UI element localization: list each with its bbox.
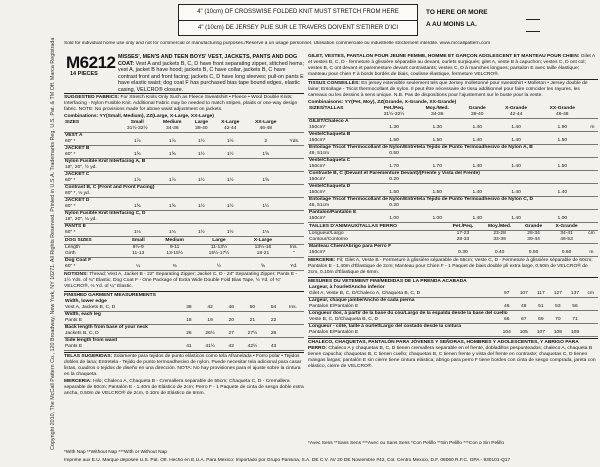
- measurement-value: 41: [181, 344, 198, 351]
- measurement-label: Longueur - côté, taille à ourlet/Largo del costado desde la cintura: [309, 324, 461, 329]
- measurement-value: 107: [532, 330, 549, 337]
- yardage-value: 2: [247, 139, 285, 146]
- measurement-value: 54: [265, 305, 282, 312]
- yardage-value: 1.40: [494, 190, 537, 197]
- measurement-value: 127: [549, 291, 566, 298]
- measurement-label: Veste B, C, D/Chaqueta B, C, D: [308, 317, 498, 324]
- yardage-value: 1⅝: [156, 152, 189, 159]
- measurement-value: 50: [240, 305, 266, 312]
- au-moins-text: A AU MOINS LA.: [426, 21, 477, 28]
- yardage-value: 1⅛: [156, 230, 189, 237]
- yardage-value: 1.40: [460, 125, 494, 132]
- yardage-value: 1.00: [538, 216, 587, 223]
- garment-label: JACKET C: [65, 172, 90, 177]
- yardage-row: [64, 230, 304, 237]
- yardage-value: 1⅝: [156, 204, 189, 211]
- yardage-value: 1⅞: [119, 178, 156, 185]
- measurement-label: Pantalon E/Pantalón E: [308, 330, 498, 337]
- import-notice: Imprimé aux E.U. Marque déposée U.S. Pat. Off. Hecho en E.U.A. Para México: Importado por Grupo Parisina, S.A. DE C.V. AV 20 DE Noviembre #42, Col. Centro Mexico, D.F. 08060 R.F.C. GPA - 930101-Q17: [64, 458, 511, 463]
- measurement-value: 107: [515, 291, 532, 298]
- measurement-value: 53: [549, 304, 566, 311]
- garment-label: Contraste B, C (Devant et Parementure Devant)/(Frente y Vista del Frente): [309, 171, 480, 176]
- measurement-value: 109: [566, 330, 583, 337]
- measurement-unit: [282, 344, 304, 351]
- measurement-value: 28: [265, 331, 282, 338]
- tissus-conseilles: TISSUS CONSEILLÉS: En jersey extensible seulement tels que Jersey molletonné pour sweatshirt • Molleton • Jersey double de laine; Entoilage - Tricot thermocollant de nylon. Il peut être nécessaire de tissu additionnel pour faire coïncider les rayures, les carreaux ou les dessins à sens unique. N.B. Pas de dispositions pour l'ajustement sur le buste pour la veste.: [308, 81, 588, 98]
- garment-label: Veste/Chaqueta D: [309, 184, 351, 189]
- merceria: MERCERIA: Hilo; Chaleco A, Chaqueta B - Cremallera separable de 55cm; Chaqueta C, D - Cremallera separable de 60cm; Pantalón E - 1.40m de Elástico de 2cm; Perro F - 1 Paquete de cinta de sesgo doble extra ancha, 0.50m de VELCRO® de 2cm, 0.10m de Elástico de 6mm.: [64, 379, 304, 396]
- measurement-label: Jackets B, C, D: [64, 331, 181, 338]
- yardage-value: 1⅝: [119, 152, 156, 159]
- stretch-text-en: 4" (10cm) OF CROSSWISE FOLDED KNIT MUST STRETCH FROM HERE: [197, 9, 399, 15]
- measurement-value: 117: [532, 291, 549, 298]
- fabric-width: 150cm*: [308, 125, 374, 132]
- measurement-label: Width, each leg: [65, 312, 101, 317]
- measurement-value: 56: [566, 304, 583, 311]
- yardage-unit: [285, 230, 304, 237]
- finished-measurements-table: [64, 299, 304, 351]
- measurement-value: 38: [181, 305, 198, 312]
- yardage-value: 1.70: [374, 164, 415, 171]
- pattern-desc: Vest A and jackets B, C, D have front separating zipper, stitched hems; vest A, jacket B have hood; jackets B, C have collar, jackets B, C have contrast front and front facing; jackets C, D have long sleeves; pull-on pants E have elastic waist; dog coat F has purchased bias tape bound edges, elastic casing, VELCRO® closure.: [118, 60, 304, 93]
- measurement-value: 42: [223, 344, 240, 351]
- measurement-value: 51: [532, 304, 549, 311]
- combinaisons: Combinaisons: YY(Pet, Moy), ZZ(Grande, X-Grande, XX-Grande): [308, 100, 457, 105]
- measurement-label: Vest A, Jackets B, C, D: [64, 305, 181, 312]
- measurement-value: 104: [498, 330, 515, 337]
- telas-sugeridas: TELAS SUGERIDAS: Solamente para tejidos de punto elásticos como tela Afranelada • Forro polar • Tejidos dobles de lana; Entretela - Tejido de punto termoadhesivo de nylon. Puede necesitar tela adicional para casar listas, cuadros o tejidos de diseño en una dirección. NOTA: No hay provisiones para el ajuste sobre la cintura en la chaqueta.: [64, 354, 302, 377]
- french-description: GILET, VESTES, PANTALON POUR JEUNE FEMME, HOMME ET GARÇON ADOLESCENT ET MANTEAU POUR CHIEN: Gilet A et vestes B, C, D - fermeture à glissière séparable au devant, ourlets surpiqués; gilet A, veste B à capuchon; vestes C, D ont col; vestes B, C ont devant et parementure devant contrastants; vestes C, D à manches longues; pantalon E avec taille élastique; manteau pour chien F à bords bordés de biais, coulisse élastique, fermeture VELCRO®.: [308, 54, 595, 77]
- yardage-value: 1.50: [374, 138, 415, 145]
- measurement-label: Largeur, à l'ourlet/Ancho inferior: [309, 285, 385, 290]
- yardage-value: 1.50: [538, 164, 587, 171]
- measurement-label: Gilet A, Veste B, C, D/Chaleco A, Chaqueta B, C, D: [308, 291, 498, 298]
- yardage-value: 1½: [189, 204, 214, 211]
- yardage-value: 1.50: [414, 190, 460, 197]
- yardage-value: 1.40: [494, 216, 537, 223]
- measurement-row: [64, 344, 304, 351]
- measurement-value: 26: [181, 331, 198, 338]
- fabric-width: 18", 20", ⅛ yd.: [64, 217, 119, 224]
- metrage-table: SIZES/TALLAS Pet./Peq. Moy./Med. Grande X-Grande XX-Grande 31½-32½ 34-36 38-40 42-44 46-48 GILET/Chaleco A 150cm* 1.30 1.30 1.40 1.40 1.90 m Veste/Chaqueta B 150cm* 1.50 1.50 1.40 1.40 1.50 Entoilage Tricot Thermocollant de Nylon/Entretela Tejido de Punto Termoadhesivo de Nylon A, B 46, 51cm 0.50 Veste/Chaqueta C 150cm* 1.70 1.70 1.40 1.40 1.50 Contraste B, C (Devant et Parementure Devant)/(Frente y Vista del Frente) 150cm* 0.20 Veste/Chaqueta D 150cm* 1.50 1.50 1.40 1.40 1.40 Entoilage Tricot Thermocollant de Nylon/Entretela Tejido de Punto Termoadhesivo de Nylon C, D 46, 51cm 0.20 Pantalon/Pantalón E 150cm* 1.00 1.00 1.40 1.40 1.00: [308, 106, 598, 223]
- garment-label: Entoilage Tricot Thermocollant de Nylon/Entretela Tejido de Punto Termoadhesivo de Nylon C, D: [309, 197, 534, 202]
- yardage-value: 1.70: [414, 164, 460, 171]
- yardage-value: 0.20: [374, 203, 415, 210]
- yardage-value: 0.20: [374, 177, 415, 184]
- measurement-value: 21: [240, 318, 266, 325]
- combinations: Combinations: YY(Small, Medium), ZZ(Large, X-Large, XX-Large): [64, 114, 214, 119]
- measurement-value: 69: [532, 317, 549, 324]
- garment-label: JACKET D: [65, 198, 90, 203]
- english-column: [64, 92, 304, 398]
- yardage-value: 1½: [189, 152, 214, 159]
- garment-label: Pantalon/Pantalón E: [309, 210, 357, 215]
- measurement-value: 105: [515, 330, 532, 337]
- yardage-value: 1.50: [538, 138, 587, 145]
- fabric-width: 60" *: [64, 204, 119, 211]
- measurement-value: 26½: [197, 331, 223, 338]
- yardage-value: 1½: [214, 230, 247, 237]
- yardage-value: 1.40: [538, 190, 587, 197]
- nap-legend-en: *With Nap **Without Nap ***With or Without Nap: [64, 450, 167, 455]
- stretch-target: [426, 7, 556, 43]
- to-here-text: TO HERE OR MORE: [426, 9, 488, 16]
- measurement-value: 19: [197, 318, 223, 325]
- fabric-width: 46, 51cm: [308, 151, 374, 158]
- fabric-width: 150cm*: [308, 190, 374, 197]
- measurement-unit: Ins.: [282, 305, 304, 312]
- suggested-fabrics: SUGGESTED FABRICS: For Stretch Knits Only Such as Fleece Sweatshirt • Fleece • Wool Double Knits; Interfacing - Nylon Fusible Knit. Additional Fabric may be needed to match stripes, plaids or one-way design fabric. NOTE: No provisions made for above waist adjustment on jackets.: [64, 95, 298, 112]
- fabric-width: 150cm*: [308, 177, 374, 184]
- measurement-value: 108: [549, 330, 566, 337]
- yardage-value: 1½: [214, 178, 247, 185]
- garment-label: Entoilage Tricot Thermocollant de Nylon/Entretela Tejido de Punto Termoadhesivo de Nylon A, B: [309, 145, 533, 150]
- yardage-value: 1⅝: [247, 152, 285, 159]
- measurement-label: Width, lower edge: [65, 299, 107, 304]
- yardage-table: SIZES Small Medium Large X-Large XX-Large 31½-32½ 34-36 38-40 42-44 46-48 VEST A 60" * 1⅞ 1⅞ 1½ 1½ 2 Yds. JACKET B 60" * 1⅝ 1⅝ 1½ 1½ 1⅝ Nylon Fusible Knit Interfacing A, B 18", 20", ½ yd. JACKET C 60" * 1⅞ 1⅞ 1½ 1½ 1⅝ Contrast B, C (Front and Front Facing) 60" *, ⅛ yd. JACKET D 60" * 1⅝ 1⅝ 1½ 1½ 1½ Nylon Fusible Knit Interfacing C, D 18", 20", ⅛ yd. PANTS E 60" * 1⅛ 1⅛ 1½ 1½ 1⅛: [64, 120, 304, 237]
- yardage-value: 1.30: [374, 125, 415, 132]
- pattern-title: MISSES', MEN'S AND TEEN BOYS' VEST, JACKETS, PANTS AND DOG COAT:: [118, 54, 298, 67]
- fabric-width: 46, 51cm: [308, 203, 374, 210]
- yardage-value: 1.40: [460, 164, 494, 171]
- stretch-tick-mark: [526, 19, 540, 20]
- finished-measurements-heading: FINISHED GARMENT MEASUREMENTS: [64, 293, 156, 298]
- french-column: [308, 53, 598, 371]
- yardage-unit: [587, 216, 598, 223]
- dog-sizes-table: TAILLES D'ANIMAUX/TALLAS PERRO Pet./Peq. Moy./Med. Grande X-Grande Longueur/Largo 17-23 23-28 28-34 34-41 cm Contour/Contorno 28-33 33-39 39-44 46-53 Manteau Chien/Abrigo para Perro F 150cm* 0.30 0.40 0.50 0.60 m: [308, 224, 598, 257]
- measurement-value: 43: [265, 344, 282, 351]
- measurement-label: Pants E: [64, 344, 181, 351]
- measurement-value: 20: [223, 318, 240, 325]
- mercerie: MERCERIE: Fil; Gilet A, Veste B - Fermeture à glissière séparable de 55cm; Veste C, D - Fermeture à glissière séparable de 60cm; Pantalon E - 1.40m d'Élastique de 2cm; Manteau pour Chien F - 1 Paquet de biais double pli extra large, 0.50m de VELCRO® de 2cm, 0.10m d'Élastique de 6mm.: [308, 258, 593, 275]
- yardage-value: 1.40: [494, 164, 537, 171]
- fabric-width: 60" *: [64, 230, 119, 237]
- chaleco-description: CHALECO, CHAQUETAS, PANTALÓN PARA JÓVENES Y SEÑORAS, HOMBRES Y ADOLESCENTES, Y ABRIGO PARA PERRO: Chaleco A y chaquetas B, C, D tienen cremallera separable en el frente, dobladillos pespunteados; chaleco A, chaqueta B tienen capucha; chaquetas B, C tienen cuello; chaquetas B, C tienen frente y vista del frente en contraste; chaquetas C, D tienen mangas largas; pantalón E sin cierre tiene cintura elástica; abrigo para perro F tiene bordes con cinta de sesgo comprada, jareta con elástico, cierre de VELCRO®.: [308, 340, 596, 369]
- yardage-row: [308, 216, 598, 223]
- yardage-value: 1⅛: [247, 230, 285, 237]
- yardage-value: 1⅝: [247, 178, 285, 185]
- measurement-label: Pants E: [64, 318, 181, 325]
- usage-notice: Sold for individual home use only and not for commercial or manufacturing purposes./Réservé à un usage personnel. Utilisation commerciale ou industrielle strictement interdite. www.mccallpattern.com: [64, 41, 491, 46]
- measurement-unit: cm: [584, 291, 599, 298]
- nap-legend-fr-es: *Avec Sens **Sans Sens ***Avec ou Sans Sens *Con Pelillo **Sin Pelillo ***Con o Sin Pelillo: [308, 441, 505, 446]
- measurement-value: 27: [223, 331, 240, 338]
- yardage-value: 1⅛: [119, 230, 156, 237]
- measurement-value: 41½: [197, 344, 223, 351]
- pattern-description: [118, 54, 304, 94]
- yardage-value: 1.50: [374, 190, 415, 197]
- garment-label: PANTS E: [65, 224, 86, 229]
- garment-label: Veste/Chaqueta C: [309, 158, 351, 163]
- measurement-value: 42: [197, 305, 223, 312]
- sizes-label: SIZES: [65, 120, 80, 125]
- fabric-width: 18", 20", ½ yd.: [64, 165, 119, 172]
- copyright-sidebar: [0, 37, 64, 456]
- measurement-label: Largeur, chaque jambe/Ancho de cada pierna: [309, 298, 415, 303]
- measurement-value: 27½: [240, 331, 266, 338]
- garment-label: Contrast B, C (Front and Front Facing): [65, 185, 155, 190]
- measurement-row: [308, 330, 598, 337]
- measurement-value: 97: [498, 291, 515, 298]
- yardage-value: 1⅞: [156, 178, 189, 185]
- fabric-width: 60" *: [64, 139, 119, 146]
- measurement-label: Longueur dos, à partir de la base du cou/Largo de la espalda desde la base del cuello: [309, 311, 508, 316]
- yardage-value: 1.40: [460, 216, 494, 223]
- notions: NOTIONS: Thread; Vest A, Jacket B - 22" Separating Zipper; Jacket C, D - 24" Separating Zipper; Pants E - 1½ Yds. of ¾" Elastic; Dog Coat F - One Package of Extra Wide Double Fold Bias Tape, ½ Yd. of ¾" VELCRO®, ⅛ Yd. of ¼" Elastic.: [64, 272, 298, 289]
- fabric-width: 60" *: [64, 152, 119, 159]
- piece-count: 14 PIECES: [70, 71, 98, 77]
- yardage-value: 1.50: [414, 138, 460, 145]
- yardage-unit: m: [587, 125, 598, 132]
- measurement-unit: [584, 330, 599, 337]
- yardage-value: 1.40: [494, 138, 537, 145]
- yardage-value: 1.00: [374, 216, 415, 223]
- garment-label: JACKET B: [65, 146, 90, 151]
- yardage-value: 1.90: [538, 125, 587, 132]
- measurement-value: 48: [515, 304, 532, 311]
- fabric-width: 150cm*: [308, 138, 374, 145]
- yardage-value: 1.40: [460, 190, 494, 197]
- stretch-tick-mark: [526, 31, 540, 32]
- garment-label: Veste/Chaqueta B: [309, 132, 351, 137]
- yardage-value: 1.30: [414, 125, 460, 132]
- mesures-table: [308, 285, 598, 337]
- measurement-label: Pantalon E/Pantalón E: [308, 304, 498, 311]
- fabric-width: 60" *, ⅛ yd.: [64, 191, 119, 198]
- yardage-value: 1½: [214, 139, 247, 146]
- measurement-value: 46: [223, 305, 240, 312]
- measurement-value: 22: [265, 318, 282, 325]
- copyright-text: Copyright 2010, The McCall Pattern Co., 120 Broadway, New York, NY 10271. All Rights Reserved. Printed in U.S.A. Trademarks Reg. U.S. Pat. & TM Off. Marca Registrada: [50, 37, 56, 450]
- fabric-width: 150cm*: [308, 216, 374, 223]
- pattern-number: M6212: [66, 53, 116, 72]
- garment-label: Nylon Fusible Knit Interfacing A, B: [65, 159, 146, 164]
- measurement-value: 71: [566, 317, 583, 324]
- fabric-width: 150cm*: [308, 164, 374, 171]
- yardage-value: 1.00: [414, 216, 460, 223]
- stretch-gauge: [178, 4, 418, 36]
- measurement-label: Side length from waist: [65, 338, 118, 343]
- yardage-value: 1½: [189, 139, 214, 146]
- yardage-value: 1⅝: [119, 204, 156, 211]
- measurement-value: 42½: [240, 344, 266, 351]
- yardage-value: 1⅞: [119, 139, 156, 146]
- sizes-tallas-label: SIZES/TALLAS: [309, 106, 344, 111]
- yardage-value: 1½: [189, 230, 214, 237]
- yardage-value: 1½: [214, 152, 247, 159]
- yardage-value: 1½: [214, 204, 247, 211]
- dog-coat-table: DOG SIZES Small Medium Large X-Large Length 6½-9 9-11 11-13½ 13½-16 Ins. Girth 11-13 13-15½ 15½-17½ 18-21 " Dog Coat F 60" * ¼ ⅜ ½ ⅝ Yd.: [64, 238, 304, 271]
- measurement-value: 18: [181, 318, 198, 325]
- yardage-value: 1.40: [460, 138, 494, 145]
- stretch-text-fr: 4" (10cm) DE JERSEY PLIE SUR LE TRAVERS DOIVENT S'ETIRER D'ICI: [179, 20, 417, 36]
- measurement-value: 66: [498, 317, 515, 324]
- yardage-value: 1.40: [494, 125, 537, 132]
- measurement-label: Back length from base of your neck: [65, 325, 148, 330]
- measurement-value: 46: [498, 304, 515, 311]
- garment-label: GILET/Chaleco A: [309, 119, 349, 124]
- yardage-value: 1½: [189, 178, 214, 185]
- fabric-width: 60" *: [64, 178, 119, 185]
- yardage-unit: Yds.: [285, 139, 304, 146]
- yardage-value: 1⅞: [156, 139, 189, 146]
- garment-label: VEST A: [65, 133, 83, 138]
- yardage-value: 1½: [247, 204, 285, 211]
- yardage-value: 0.50: [374, 151, 415, 158]
- garment-label: Nylon Fusible Knit Interfacing C, D: [65, 211, 146, 216]
- measurement-value: 70: [549, 317, 566, 324]
- mesures-heading: MESURES DU VETEMENT FINI/MEDIDAS DE LA PRENDA ACABADA: [308, 279, 467, 284]
- measurement-value: 137: [566, 291, 583, 298]
- measurement-value: 67: [515, 317, 532, 324]
